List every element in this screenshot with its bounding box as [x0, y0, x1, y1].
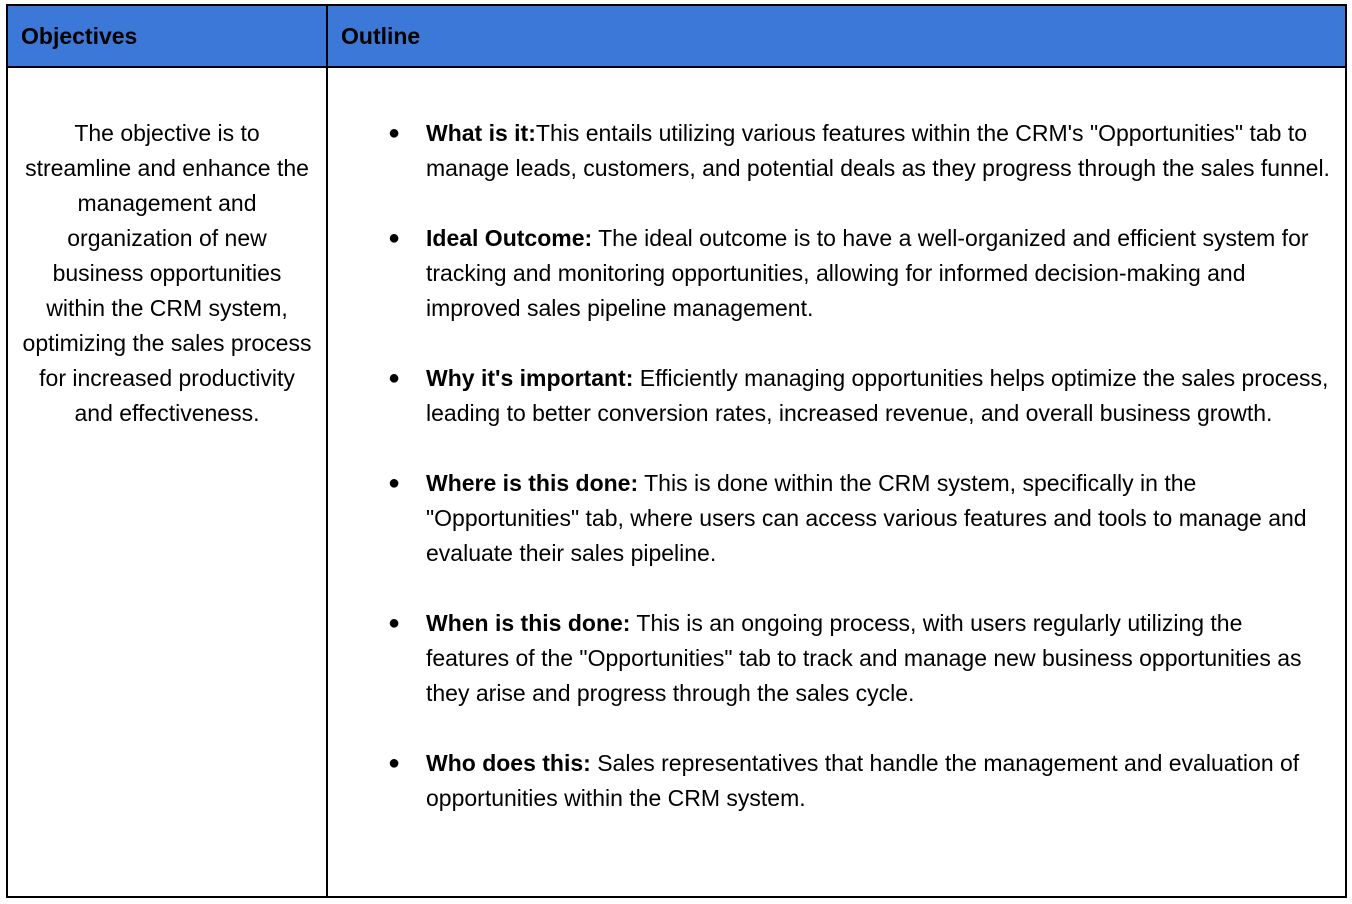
outline-item-who-does [328, 746, 1345, 816]
outline-item-label: Why it's important: [426, 365, 634, 391]
objective-description: The objective is to streamline and enhance the management and organization of new business opportunities within the CRM system, optimizing the sales process for increased productivity and effectiveness. [22, 120, 312, 426]
outline-item-what-is-it [328, 116, 1345, 186]
outline-item-text: This is an ongoing process, with users regularly utilizing the features of the "Opportunities" tab to track and manage new business opportunities as they arise and progress through the sales cycle. [426, 610, 1302, 706]
outline-item-where-done [328, 466, 1345, 571]
outline-item-label: Ideal Outcome: [426, 225, 593, 251]
bullet-icon: ● [388, 752, 401, 774]
outline-item-label: Who does this: [426, 750, 591, 776]
outline-item-when-done [328, 606, 1345, 711]
table-header-row [8, 6, 1345, 68]
bullet-icon: ● [388, 612, 401, 634]
outline-header: Outline [341, 23, 421, 49]
outline-item-text: This is done within the CRM system, specifically in the "Opportunities" tab, where users can access various features and tools to manage and evaluate their sales pipeline. [426, 470, 1307, 566]
outline-item-ideal-outcome [328, 221, 1345, 326]
bullet-icon: ● [388, 367, 401, 389]
outline-item-label: Where is this done: [426, 470, 639, 496]
outline-item-text: This entails utilizing various features within the CRM's "Opportunities" tab to manage leads, customers, and potential deals as they progress through the sales funnel. [426, 120, 1330, 181]
outline-item-text: Efficiently managing opportunities helps optimize the sales process, leading to better conversion rates, increased revenue, and overall business growth. [426, 365, 1329, 426]
bullet-icon: ● [388, 227, 401, 249]
outline-item-text: Sales representatives that handle the management and evaluation of opportunities within the CRM system. [426, 750, 1300, 811]
objectives-header: Objectives [21, 23, 138, 49]
objectives-outline-table [6, 4, 1347, 898]
outline-item-label: What is it: [426, 120, 536, 146]
bullet-icon: ● [388, 122, 401, 144]
outline-list [328, 116, 1345, 816]
outline-item-why-important [328, 361, 1345, 431]
outline-item-text: The ideal outcome is to have a well-organized and efficient system for tracking and monitoring opportunities, allowing for informed decision-making and improved sales pipeline management. [426, 225, 1309, 321]
outline-item-label: When is this done: [426, 610, 631, 636]
bullet-icon: ● [388, 472, 401, 494]
